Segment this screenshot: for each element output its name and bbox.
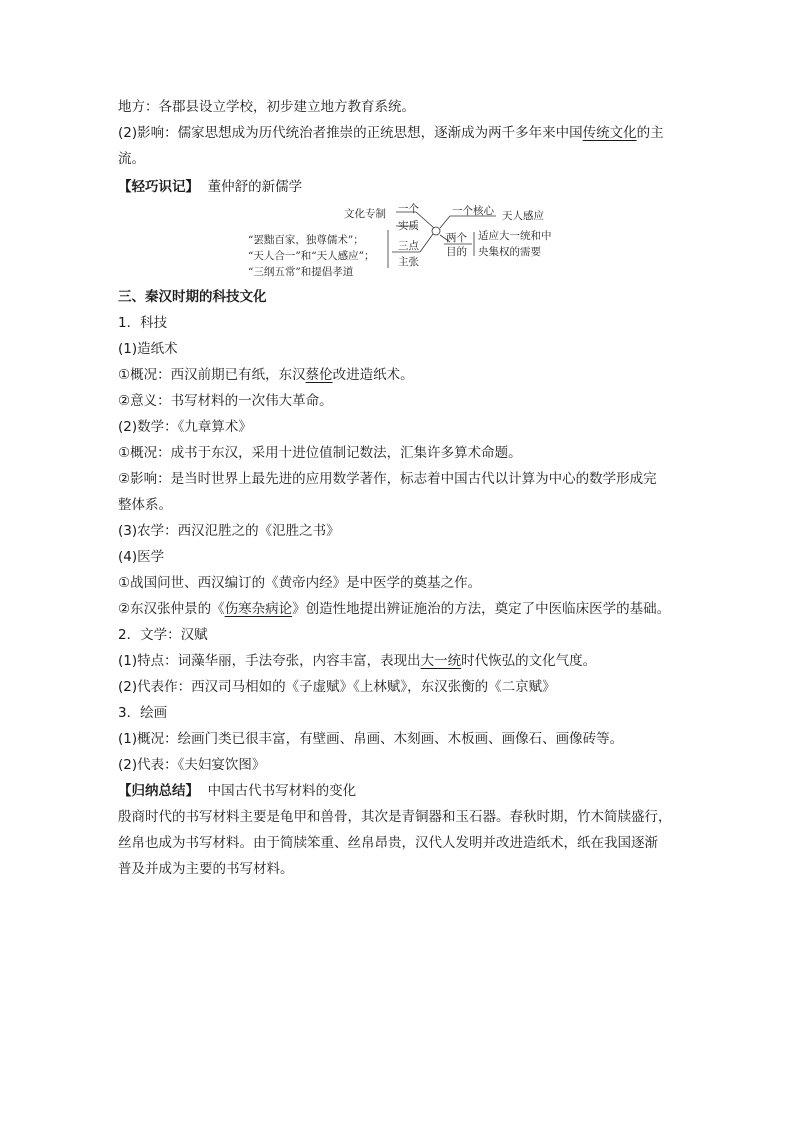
summary-heading: 【归纳总结】 中国古代书写材料的变化 xyxy=(118,783,357,799)
subheading-literature: 2．文学：汉赋 xyxy=(118,627,208,643)
literature-features: (1)特点：词藻华丽，手法夸张，内容丰富，表现出大一统时代恢弘的文化气度。 xyxy=(118,653,597,669)
painting-overview: (1)概况：绘画门类已很丰富，有壁画、帛画、木刻画、木板画、画像石、画像砖等。 xyxy=(118,731,624,747)
papermaking-overview: ①概况：西汉前期已有纸，东汉蔡伦改进造纸术。 xyxy=(118,367,414,383)
summary-line-1: 殷商时代的书写材料主要是龟甲和兽骨，其次是青铜器和玉石器。春秋时期，竹木简牍盛行， xyxy=(118,809,672,825)
literature-works: (2)代表作：西汉司马相如的《子虚赋》《上林赋》，东汉张衡的《二京赋》 xyxy=(118,679,556,695)
paragraph-local-education: 地方：各郡县设立学校，初步建立地方教育系统。 xyxy=(118,99,415,115)
item-math: (2)数学：《九章算术》 xyxy=(118,419,252,435)
item-agriculture: (3)农学：西汉氾胜之的《氾胜之书》 xyxy=(118,523,340,539)
summary-line-2: 丝帛也成为书写材料。由于简牍笨重、丝帛昂贵，汉代人发明并改进造纸术，纸在我国逐渐 xyxy=(118,835,658,851)
math-overview: ①概况：成书于东汉，采用十进位值制记数法，汇集许多算术命题。 xyxy=(118,445,522,461)
math-influence-cont: 整体系。 xyxy=(118,497,172,513)
item-medicine: (4)医学 xyxy=(118,549,165,565)
tip-heading: 【轻巧识记】 董仲舒的新儒学 xyxy=(118,179,303,195)
summary-line-3: 普及并成为主要的书写材料。 xyxy=(118,861,294,877)
painting-representative: (2)代表：《夫妇宴饮图》 xyxy=(118,757,266,773)
paragraph-influence-cont: 流。 xyxy=(118,151,145,167)
papermaking-significance: ②意义：书写材料的一次伟大革命。 xyxy=(118,393,333,409)
paragraph-influence: (2)影响：儒家思想成为历代统治者推崇的正统思想，逐渐成为两千多年来中国传统文化的主 xyxy=(118,125,664,141)
math-influence: ②影响：是当时世界上最先进的应用数学著作，标志着中国古代以计算为中心的数学形成完 xyxy=(118,471,657,487)
medicine-zhang: ②东汉张仲景的《伤寒杂病论》创造性地提出辨证施治的方法，奠定了中医临床医学的基础。 xyxy=(118,601,671,617)
underlined-term: 传统文化 xyxy=(582,125,637,141)
item-papermaking: (1)造纸术 xyxy=(118,341,178,357)
dong-zhongshu-diagram: 文化专制 一个 实质 一个核心 天人感应 “罢黜百家，独尊儒术”； “天人合一”和“天人感应”； “三纲五常”和提倡孝道 三点 主张 两个 目的 适应大一统和中 央集权的需要 xyxy=(240,196,560,282)
medicine-huangdi: ①战国问世、西汉编订的《黄帝内经》是中医学的奠基之作。 xyxy=(118,575,482,591)
section-heading-3: 三、秦汉时期的科技文化 xyxy=(118,289,267,305)
subheading-painting: 3．绘画 xyxy=(118,705,168,721)
subheading-science: 1．科技 xyxy=(118,315,168,331)
